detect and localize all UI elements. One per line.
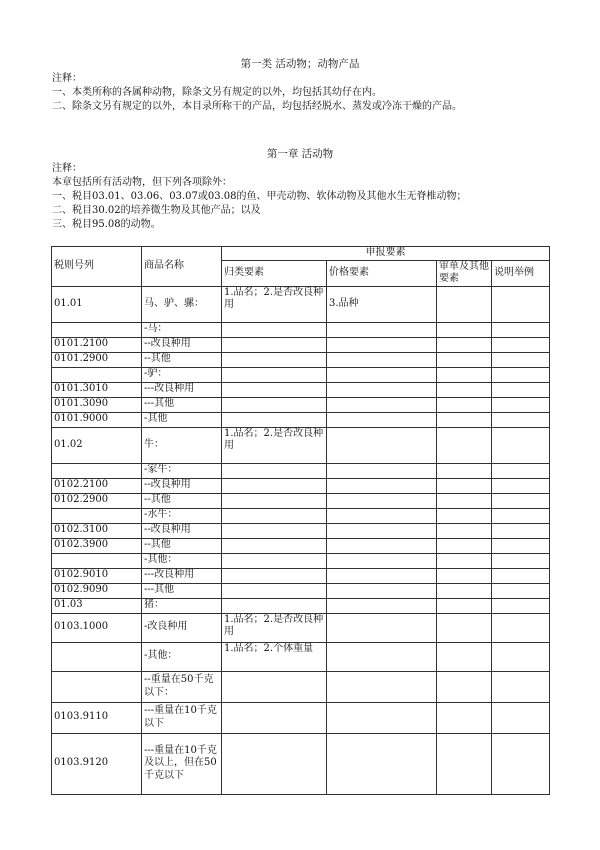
cell-price [327, 642, 437, 671]
cell-price [327, 538, 437, 553]
cell-class [222, 702, 327, 733]
cell-price [327, 337, 437, 352]
cell-example [492, 352, 550, 367]
cell-name: -家牛： [142, 463, 222, 478]
cell-audit [437, 427, 492, 463]
cell-example [492, 337, 550, 352]
cell-audit [437, 412, 492, 427]
table-row [52, 553, 550, 568]
chapter-notes-heading: 注释： [52, 163, 82, 174]
cell-price [327, 382, 437, 397]
cell-audit [437, 733, 492, 794]
cell-example [492, 382, 550, 397]
cell-name: --其他 [142, 352, 222, 367]
cell-code [52, 508, 142, 523]
cell-price [327, 367, 437, 382]
table-row [52, 427, 550, 463]
cell-audit [437, 671, 492, 702]
cell-audit [437, 478, 492, 493]
cell-code [52, 367, 142, 382]
table-row [52, 523, 550, 538]
cell-example [492, 583, 550, 598]
cell-audit [437, 702, 492, 733]
cell-example [492, 427, 550, 463]
cell-example [492, 671, 550, 702]
cell-price [327, 613, 437, 642]
table-row [52, 671, 550, 702]
cell-code [52, 671, 142, 702]
chapter-note-3: 三、税目95.08的动物。 [52, 219, 161, 230]
cell-example [492, 412, 550, 427]
cell-code: 01.02 [52, 427, 142, 463]
cell-audit [437, 583, 492, 598]
cell-name: -驴： [142, 367, 222, 382]
table-row [52, 337, 550, 352]
cell-code: 0102.2100 [52, 478, 142, 493]
cell-audit [437, 322, 492, 337]
cell-price [327, 412, 437, 427]
cell-example [492, 493, 550, 508]
cell-code [52, 642, 142, 671]
cell-example [492, 286, 550, 322]
cell-name: --改良种用 [142, 478, 222, 493]
cell-example [492, 642, 550, 671]
cell-audit [437, 598, 492, 613]
header-name: 商品名称 [142, 247, 222, 287]
cell-example [492, 367, 550, 382]
cell-audit [437, 352, 492, 367]
cell-price [327, 478, 437, 493]
cell-example [492, 478, 550, 493]
table-row [52, 702, 550, 733]
cell-code: 0103.9110 [52, 702, 142, 733]
cell-name: ---重量在10千克及以上，但在50千克以下 [142, 733, 222, 794]
cell-class [222, 367, 327, 382]
cell-price [327, 523, 437, 538]
cell-example [492, 523, 550, 538]
cell-example [492, 463, 550, 478]
cell-name: ---改良种用 [142, 568, 222, 583]
table-row [52, 613, 550, 642]
cell-example [492, 538, 550, 553]
table-row [52, 598, 550, 613]
cell-name: ---改良种用 [142, 382, 222, 397]
chapter-title: 第一章 活动物 [266, 148, 334, 160]
cell-example [492, 508, 550, 523]
cell-code: 0102.3100 [52, 523, 142, 538]
cell-price [327, 397, 437, 412]
cell-name: --其他 [142, 538, 222, 553]
table-header-row-1 [52, 247, 550, 261]
table-row [52, 493, 550, 508]
cell-code: 0101.3090 [52, 397, 142, 412]
cell-example [492, 322, 550, 337]
table-row [52, 642, 550, 671]
cell-name: -改良种用 [142, 613, 222, 642]
cell-code: 01.03 [52, 598, 142, 613]
cell-code: 0101.3010 [52, 382, 142, 397]
cell-audit [437, 337, 492, 352]
cell-audit [437, 367, 492, 382]
cell-name: --改良种用 [142, 523, 222, 538]
table-row [52, 538, 550, 553]
cell-name: --改良种用 [142, 337, 222, 352]
cell-example [492, 568, 550, 583]
chapter-note-intro: 本章包括所有活动物，但下列各项除外： [52, 177, 232, 188]
section-note-2: 二、除条文另有规定的以外，本目录所称干的产品，均包括经脱水、蒸发或冷冻干燥的产品。 [52, 101, 462, 112]
header-audit: 审单及其他要素 [437, 260, 492, 286]
cell-class: 1.品名；2.是否改良种用 [222, 286, 327, 322]
cell-audit [437, 493, 492, 508]
cell-example [492, 397, 550, 412]
table-row [52, 583, 550, 598]
cell-price [327, 568, 437, 583]
cell-name: -其他： [142, 642, 222, 671]
cell-name: -马： [142, 322, 222, 337]
cell-class: 1.品名；2.个体重量 [222, 642, 327, 671]
cell-audit [437, 397, 492, 412]
cell-code: 0101.9000 [52, 412, 142, 427]
cell-class [222, 733, 327, 794]
cell-example [492, 553, 550, 568]
cell-audit [437, 523, 492, 538]
cell-name: 牛： [142, 427, 222, 463]
table-row [52, 367, 550, 382]
cell-class [222, 382, 327, 397]
section-note-1: 一、本类所称的各属种动物，除条文另有规定的以外，均包括其幼仔在内。 [52, 87, 382, 98]
cell-name: ---重量在10千克以下 [142, 702, 222, 733]
cell-class [222, 352, 327, 367]
table-row [52, 412, 550, 427]
cell-code: 0101.2100 [52, 337, 142, 352]
cell-class [222, 322, 327, 337]
cell-audit [437, 553, 492, 568]
cell-example [492, 613, 550, 642]
header-class: 归类要素 [222, 260, 327, 286]
cell-class [222, 538, 327, 553]
tariff-table [51, 246, 550, 795]
cell-name: -其他 [142, 412, 222, 427]
table-row [52, 397, 550, 412]
table-row [52, 352, 550, 367]
cell-price [327, 598, 437, 613]
cell-name: -水牛： [142, 508, 222, 523]
cell-class [222, 583, 327, 598]
cell-class [222, 553, 327, 568]
cell-class [222, 337, 327, 352]
cell-price [327, 702, 437, 733]
cell-class [222, 478, 327, 493]
cell-audit [437, 463, 492, 478]
cell-code: 0102.3900 [52, 538, 142, 553]
cell-audit [437, 508, 492, 523]
section-notes-heading: 注释： [52, 73, 82, 84]
cell-code [52, 553, 142, 568]
cell-audit [437, 642, 492, 671]
cell-class [222, 523, 327, 538]
table-row [52, 568, 550, 583]
cell-audit [437, 382, 492, 397]
cell-name: ---其他 [142, 583, 222, 598]
table-row [52, 508, 550, 523]
table-row [52, 286, 550, 322]
cell-audit [437, 286, 492, 322]
table-row [52, 463, 550, 478]
cell-audit [437, 538, 492, 553]
section-title: 第一类 活动物；动物产品 [240, 58, 360, 70]
header-example: 说明举例 [492, 260, 550, 286]
table-row [52, 322, 550, 337]
cell-price [327, 583, 437, 598]
cell-price [327, 508, 437, 523]
cell-code [52, 322, 142, 337]
table-row [52, 478, 550, 493]
cell-class [222, 412, 327, 427]
chapter-note-1: 一、税目03.01、03.06、03.07或03.08的鱼、甲壳动物、软体动物及其他水生无脊椎动物； [52, 191, 467, 202]
cell-class [222, 493, 327, 508]
table-row [52, 733, 550, 794]
cell-price [327, 463, 437, 478]
cell-class [222, 463, 327, 478]
cell-price [327, 733, 437, 794]
cell-class [222, 508, 327, 523]
cell-class [222, 568, 327, 583]
cell-example [492, 598, 550, 613]
cell-class [222, 397, 327, 412]
cell-code: 0102.2900 [52, 493, 142, 508]
cell-class: 1.品名；2.是否改良种用 [222, 613, 327, 642]
cell-code [52, 463, 142, 478]
cell-code: 01.01 [52, 286, 142, 322]
table-row [52, 382, 550, 397]
cell-code: 0102.9090 [52, 583, 142, 598]
cell-audit [437, 613, 492, 642]
cell-audit [437, 568, 492, 583]
chapter-note-2: 二、税目30.02的培养微生物及其他产品；以及 [52, 205, 261, 216]
cell-class [222, 671, 327, 702]
cell-code: 0103.1000 [52, 613, 142, 642]
header-price: 价格要素 [327, 260, 437, 286]
cell-example [492, 702, 550, 733]
cell-name: --重量在50千克以下： [142, 671, 222, 702]
chapter-notes [52, 162, 562, 232]
section-notes [52, 72, 562, 114]
cell-price [327, 671, 437, 702]
header-group: 申报要素 [222, 247, 550, 261]
cell-code: 0101.2900 [52, 352, 142, 367]
cell-price [327, 352, 437, 367]
cell-name: 马、驴、骡： [142, 286, 222, 322]
cell-price [327, 553, 437, 568]
header-code: 税则号列 [52, 247, 142, 287]
cell-name: 猪： [142, 598, 222, 613]
cell-price [327, 322, 437, 337]
cell-code: 0102.9010 [52, 568, 142, 583]
cell-name: ---其他 [142, 397, 222, 412]
cell-class: 1.品名；2.是否改良种用 [222, 427, 327, 463]
cell-name: --其他 [142, 493, 222, 508]
cell-price [327, 427, 437, 463]
cell-class [222, 598, 327, 613]
cell-price: 3.品种 [327, 286, 437, 322]
cell-code: 0103.9120 [52, 733, 142, 794]
cell-name: -其他： [142, 553, 222, 568]
cell-price [327, 493, 437, 508]
cell-example [492, 733, 550, 794]
